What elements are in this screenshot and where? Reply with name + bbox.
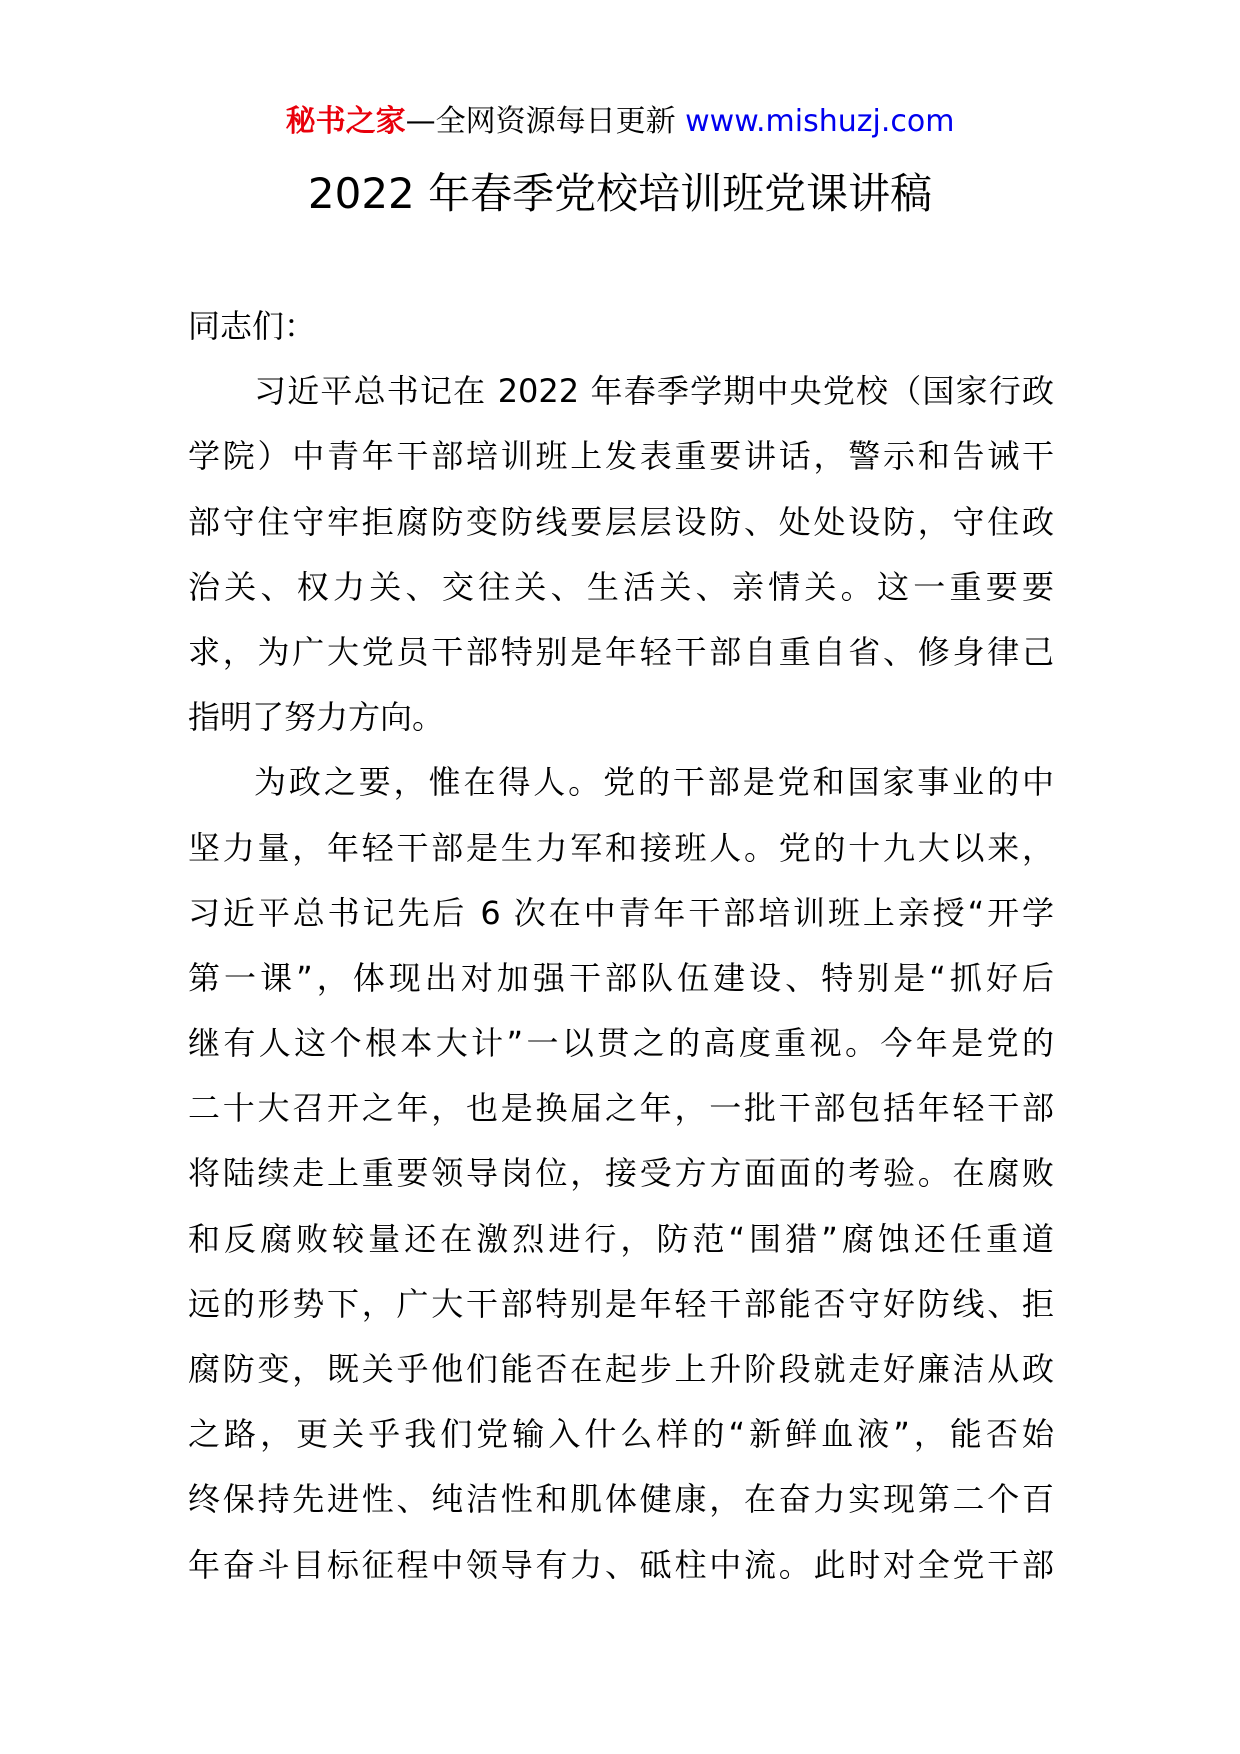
paragraph-line: 学院）中青年干部培训班上发表重要讲话，警示和告诫干 (188, 437, 1054, 476)
paragraph-line: 和反腐败较量还在激烈进行，防范“围猎”腐蚀还任重道 (188, 1219, 1054, 1258)
paragraph-line: 之路，更关乎我们党输入什么样的“新鲜血液”，能否始 (188, 1415, 1054, 1454)
paragraph-line: 腐防变，既关乎他们能否在起步上升阶段就走好廉洁从政 (188, 1350, 1054, 1388)
paragraph-line: 坚力量，年轻干部是生力军和接班人。党的十九大以来， (188, 828, 1054, 867)
paragraph-line: 年奋斗目标征程中领导有力、砥柱中流。此时对全党干部 (188, 1545, 1054, 1584)
paragraph-line: 指明了努力方向。 (188, 698, 445, 737)
site-url-link[interactable]: www.mishuzj.com (685, 104, 955, 139)
salutation: 同志们： (188, 307, 317, 345)
paragraph-line: 二十大召开之年，也是换届之年，一批干部包括年轻干部 (188, 1089, 1054, 1128)
document-title: 2022 年春季党校培训班党课讲稿 (307, 169, 933, 218)
paragraph-line: 终保持先进性、纯洁性和肌体健康，在奋力实现第二个百 (188, 1480, 1054, 1519)
paragraph-line: 治关、权力关、交往关、生活关、亲情关。这一重要要 (188, 567, 1054, 606)
paragraph-line: 为政之要，惟在得人。党的干部是党和国家事业的中 (254, 763, 1054, 802)
paragraph-line: 部守住守牢拒腐防变防线要层层设防、处处设防，守住政 (188, 502, 1054, 541)
paragraph-line: 习近平总书记先后 6 次在中青年干部培训班上亲授“开学 (188, 893, 1054, 932)
document-body (188, 294, 1054, 1598)
paragraph-line: 将陆续走上重要领导岗位，接受方方面面的考验。在腐败 (188, 1154, 1054, 1193)
site-brand: 秘书之家 (285, 104, 406, 139)
site-tagline: —全网资源每日更新 (405, 104, 686, 139)
paragraph-line: 第一课”，体现出对加强干部队伍建设、特别是“抓好后 (188, 958, 1054, 997)
paragraph-line: 习近平总书记在 2022 年春季学期中央党校（国家行政 (254, 372, 1054, 411)
paragraph-line: 远的形势下，广大干部特别是年轻干部能否守好防线、拒 (188, 1284, 1054, 1323)
site-header (0, 100, 1240, 144)
paragraph-line: 求，为广大党员干部特别是年轻干部自重自省、修身律己 (188, 632, 1054, 671)
paragraph-line: 继有人这个根本大计”一以贯之的高度重视。今年是党的 (188, 1024, 1054, 1063)
